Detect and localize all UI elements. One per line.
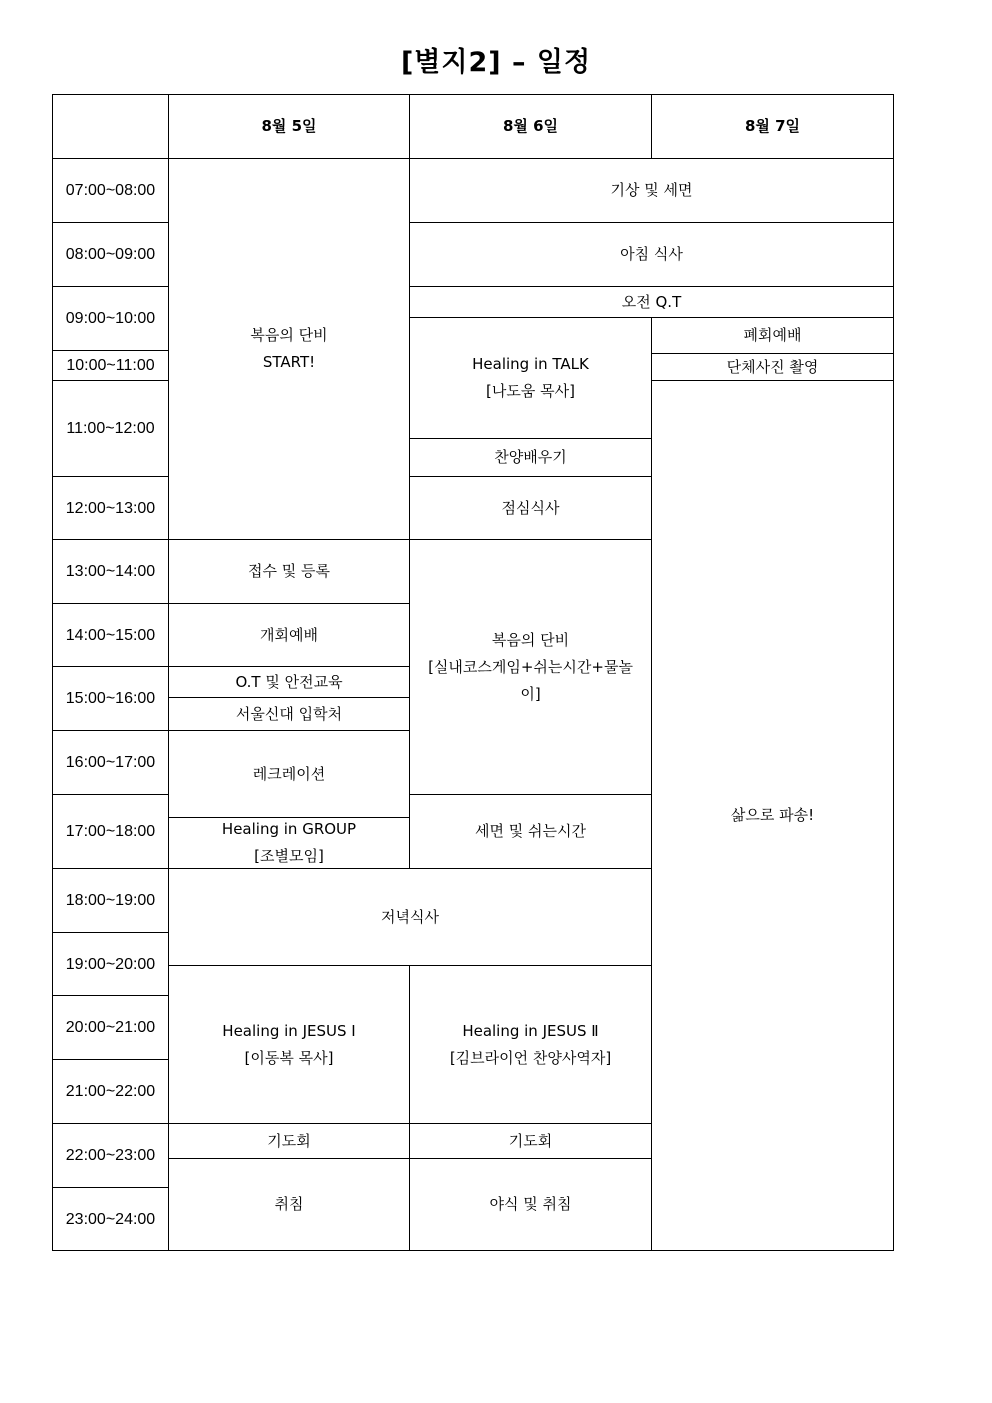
event-opening-worship: 개회예배	[168, 603, 410, 667]
time-slot: 10:00~11:00	[52, 350, 169, 381]
event-sleep: 취침	[168, 1158, 410, 1251]
header-day-2: 8월 6일	[409, 94, 652, 159]
header-corner	[52, 94, 169, 159]
time-slot: 22:00~23:00	[52, 1123, 169, 1188]
time-slot: 12:00~13:00	[52, 476, 169, 540]
header-day-3: 8월 7일	[651, 94, 894, 159]
header-day-1: 8월 5일	[168, 94, 410, 159]
event-prayer-day1: 기도회	[168, 1123, 410, 1159]
event-orientation: O.T 및 안전교육	[168, 666, 410, 698]
event-label: Healing in TALK	[472, 355, 589, 373]
time-slot: 13:00~14:00	[52, 539, 169, 604]
event-label: Healing in JESUS Ⅱ	[462, 1021, 599, 1040]
event-label: 복음의 단비	[491, 630, 570, 649]
event-label: [나도움 목사]	[486, 382, 575, 400]
event-gospel-start	[168, 158, 410, 540]
event-healing-jesus-2	[409, 965, 652, 1124]
event-healing-talk	[409, 317, 652, 439]
time-slot: 19:00~20:00	[52, 932, 169, 996]
event-label: [조별모임]	[254, 847, 324, 865]
time-slot: 17:00~18:00	[52, 794, 169, 869]
event-registration: 접수 및 등록	[168, 539, 410, 604]
event-breakfast: 아침 식사	[409, 222, 894, 287]
event-group-photo: 단체사진 촬영	[651, 353, 894, 381]
event-label: [이동복 목사]	[244, 1048, 334, 1067]
time-slot: 20:00~21:00	[52, 995, 169, 1060]
event-recreation: 레크레이션	[168, 730, 410, 818]
event-snack-sleep: 야식 및 취침	[409, 1158, 652, 1251]
event-label: START!	[262, 353, 316, 371]
page-title: [별지2] – 일정	[400, 47, 592, 78]
time-slot: 11:00~12:00	[52, 380, 169, 477]
time-slot: 21:00~22:00	[52, 1059, 169, 1124]
event-gospel-games	[409, 539, 652, 795]
time-slot: 14:00~15:00	[52, 603, 169, 667]
time-slot: 09:00~10:00	[52, 286, 169, 351]
time-slot: 07:00~08:00	[52, 158, 169, 223]
time-slot: 23:00~24:00	[52, 1187, 169, 1251]
time-slot: 08:00~09:00	[52, 222, 169, 287]
event-label: 이]	[520, 684, 541, 703]
event-closing-worship: 폐회예배	[651, 317, 894, 354]
event-wash-rest: 세면 및 쉬는시간	[409, 794, 652, 869]
event-prayer-day2: 기도회	[409, 1123, 652, 1159]
event-praise-learning: 찬양배우기	[409, 438, 652, 477]
event-sendoff: 삶으로 파송!	[651, 380, 894, 1251]
event-healing-group	[168, 817, 410, 869]
event-label: 복음의 단비	[250, 326, 328, 344]
event-label: [실내코스게임+쉬는시간+물놀	[428, 657, 633, 676]
event-lunch: 점심식사	[409, 476, 652, 540]
event-admissions: 서울신대 입학처	[168, 697, 410, 731]
event-healing-jesus-1	[168, 965, 410, 1124]
event-morning-qt: 오전 Q.T	[409, 286, 894, 318]
event-dinner: 저녁식사	[168, 868, 652, 966]
event-label: Healing in JESUS I	[222, 1021, 356, 1040]
event-label: [김브라이언 찬양사역자]	[449, 1048, 612, 1067]
event-wake-wash: 기상 및 세면	[409, 158, 894, 223]
time-slot: 16:00~17:00	[52, 730, 169, 795]
event-label: Healing in GROUP	[221, 820, 357, 838]
time-slot: 15:00~16:00	[52, 666, 169, 731]
time-slot: 18:00~19:00	[52, 868, 169, 933]
